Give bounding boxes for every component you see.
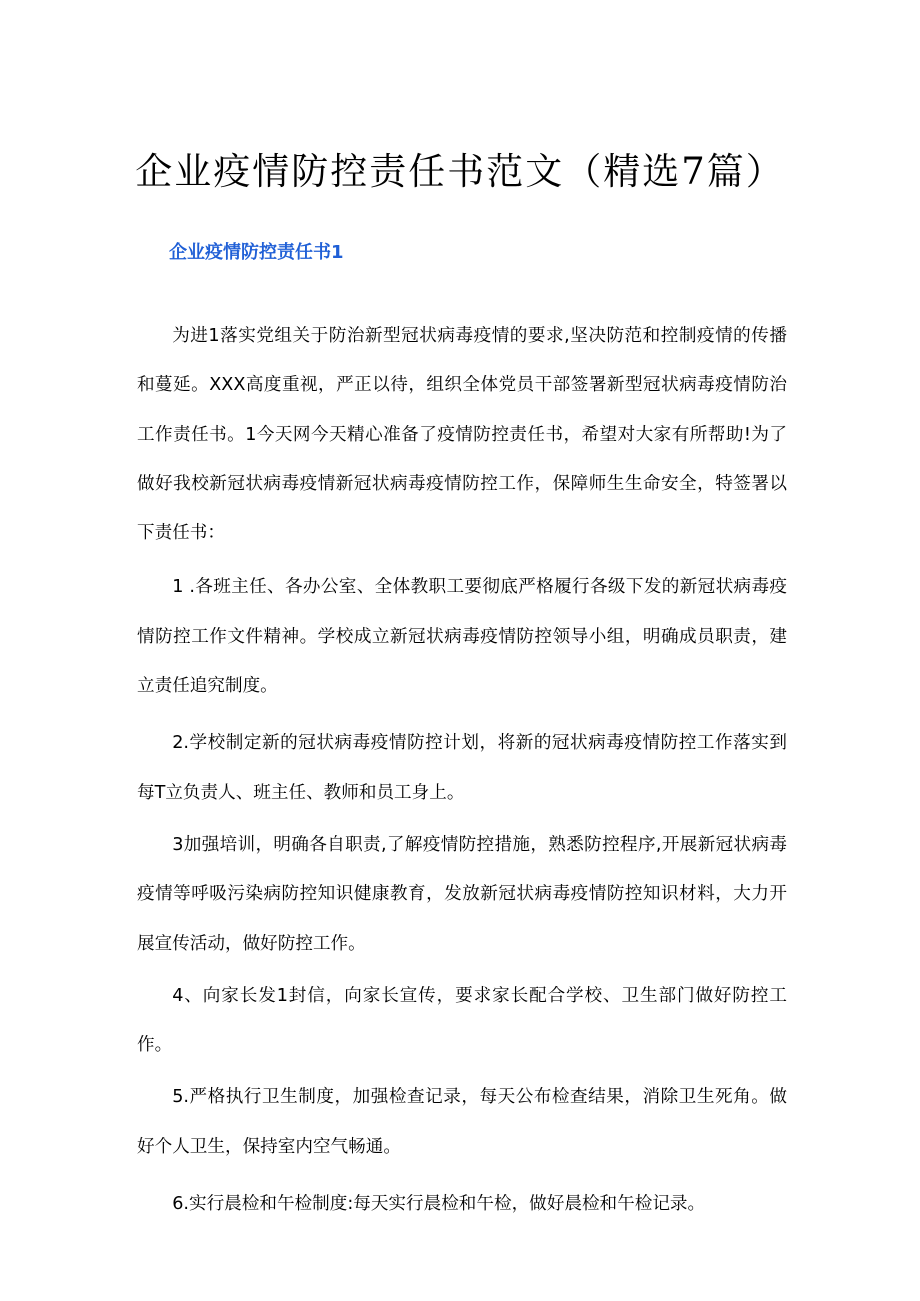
clause-paragraph-4: 4、向家长发1封信，向家长宣传，要求家长配合学校、卫生部门做好防控工作。 — [137, 985, 787, 1056]
clause-paragraph-6: 6.实行晨检和午检制度:每天实行晨检和午检，做好晨检和午检记录。 — [172, 1194, 706, 1215]
document-body — [137, 312, 787, 1229]
clause-paragraph-5: 5.严格执行卫生制度，加强检查记录，每天公布检查结果，消除卫生死角。做好个人卫生，保持室内空气畅通。 — [137, 1087, 787, 1157]
clause-paragraph-3: 3加强培训，明确各自职责,了解疫情防控措施，熟悉防控程序,开展新冠状病毒疫情等呼吸污染病防控知识健康教育，发放新冠状病毒疫情防控知识材料，大力开展宣传活动，做好防控工作。 — [137, 834, 787, 954]
clause-paragraph-2: 2.学校制定新的冠状病毒疫情防控计划，将新的冠状病毒疫情防控工作落实到每T立负责人、班主任、教师和员工身上。 — [137, 733, 787, 803]
intro-paragraph: 为进1落实党组关于防治新型冠状病毒疫情的要求,坚决防范和控制疫情的传播和蔓延。XXX高度重视，严正以待，组织全体党员干部签署新型冠状病毒疫情防治工作责任书。1今天网今天精心准备了疫情防控责任书，希望对大家有所帮助!为了做好我校新冠状病毒疫情新冠状病毒疫情防控工作，保障师生生命安全，特签署以下责任书： — [137, 326, 787, 544]
section-heading: 企业疫情防控责任书1 — [169, 242, 344, 263]
clause-paragraph-1: 1 .各班主任、各办公室、全体教职工要彻底严格履行各级下发的新冠状病毒疫情防控工作文件精神。学校成立新冠状病毒疫情防控领导小组，明确成员职责，建立责任追究制度。 — [137, 577, 787, 697]
document-title: 企业疫情防控责任书范文（精选7篇） — [135, 150, 785, 193]
